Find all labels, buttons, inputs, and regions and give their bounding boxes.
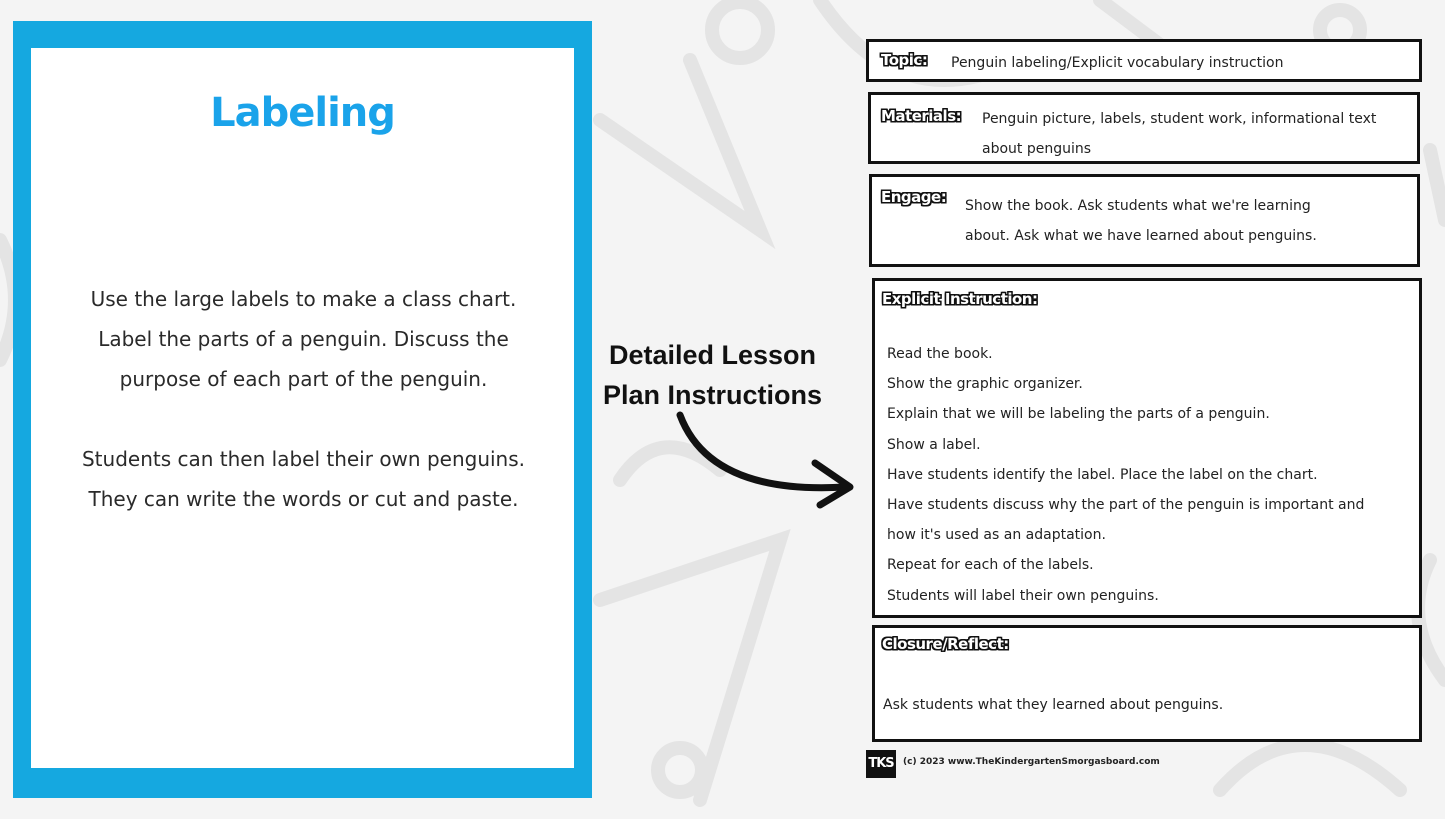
instruction-step: Repeat for each of the labels. [887, 557, 1094, 574]
caption [590, 335, 835, 415]
card-title: Labeling [210, 90, 395, 136]
instruction-step: Students will label their own penguins. [887, 587, 1159, 604]
engage-section [869, 174, 1420, 267]
explicit-instruction-label: Explicit Instruction: [882, 290, 1038, 308]
tks-logo: TKS [866, 750, 896, 778]
caption-line-2: Plan Instructions [602, 380, 823, 410]
instruction-step: Show a label. [887, 436, 981, 453]
instruction-step: Have students discuss why the part of the penguin is important and [887, 497, 1365, 514]
instruction-step: Have students identify the label. Place the label on the chart. [887, 466, 1318, 483]
labeling-card [13, 21, 592, 798]
materials-label: Materials: [881, 107, 962, 125]
materials-text-line-2: about penguins [982, 141, 1092, 157]
topic-text: Penguin labeling/Explicit vocabulary instruction [951, 55, 1284, 71]
materials-section [868, 92, 1420, 164]
instruction-step: Explain that we will be labeling the parts of a penguin. [887, 406, 1270, 423]
labeling-card-page [31, 48, 574, 768]
card-paragraph-1: Use the large labels to make a class chart. Label the parts of a penguin. Discuss the purpose of each part of the penguin. [90, 287, 517, 391]
engage-text-line-2: about. Ask what we have learned about penguins. [965, 228, 1317, 244]
closure-section [872, 625, 1422, 742]
materials-text-line-1: Penguin picture, labels, student work, informational text [982, 111, 1377, 127]
instruction-step: how it's used as an adaptation. [887, 527, 1106, 544]
topic-label: Topic: [881, 51, 928, 69]
closure-label: Closure/Reflect: [882, 635, 1009, 653]
explicit-instruction-section [872, 278, 1422, 618]
instruction-step: Read the book. [887, 346, 993, 362]
copyright-text: (c) 2023 www.TheKindergartenSmorgasboard.com [903, 757, 1160, 767]
instruction-steps [887, 339, 1364, 611]
card-paragraph-2: Students can then label their own penguins. They can write the words or cut and paste. [81, 447, 526, 511]
engage-label: Engage: [881, 188, 947, 206]
engage-text-line-1: Show the book. Ask students what we're learning [965, 198, 1311, 214]
topic-section [866, 39, 1422, 82]
caption-line-1: Detailed Lesson [608, 340, 817, 370]
curved-arrow-icon [670, 405, 870, 525]
instruction-step: Show the graphic organizer. [887, 376, 1083, 393]
closure-text: Ask students what they learned about penguins. [883, 697, 1224, 713]
